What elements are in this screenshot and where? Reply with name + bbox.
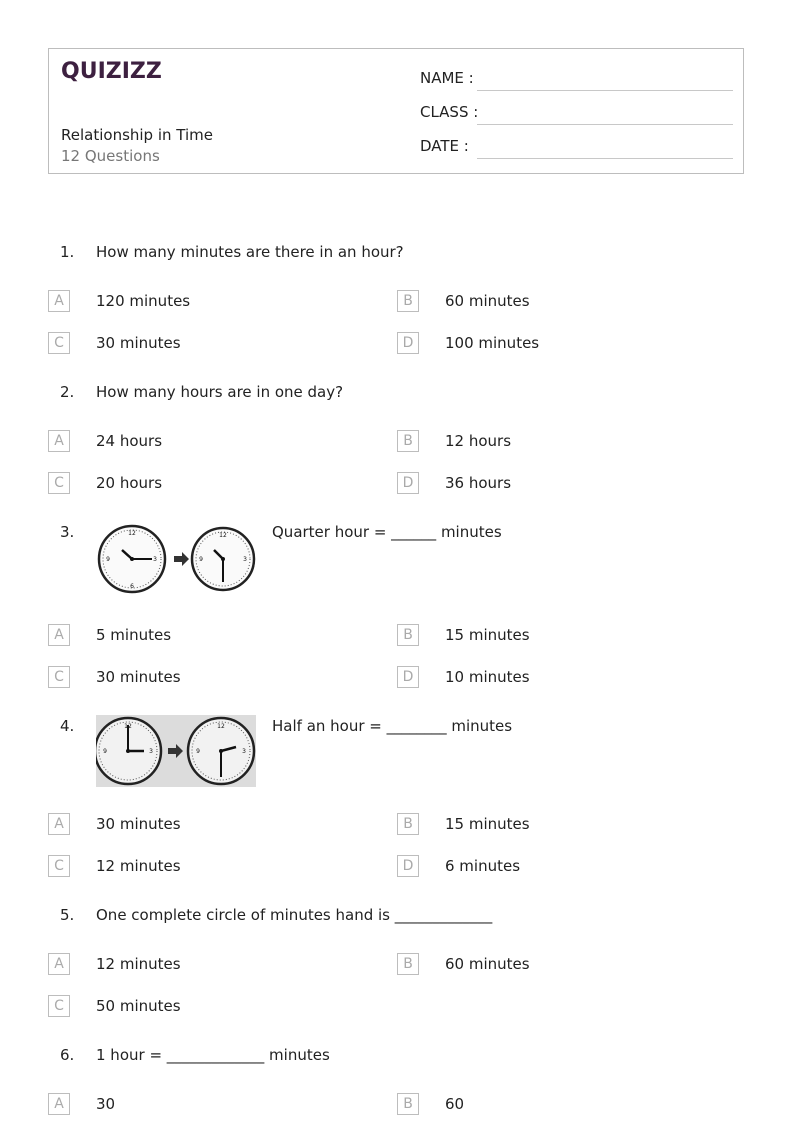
option-text: 36 hours (445, 474, 512, 492)
svg-text:3: 3 (242, 748, 246, 755)
option-box[interactable]: B (397, 813, 419, 835)
option-box[interactable]: C (48, 332, 70, 354)
worksheet-title: Relationship in Time (61, 126, 213, 144)
clock-image (96, 715, 256, 787)
question-text: Quarter hour = ______ minutes (272, 523, 502, 541)
svg-text:3: 3 (149, 748, 153, 755)
svg-text:9: 9 (196, 748, 200, 755)
option-box[interactable]: D (397, 472, 419, 494)
question-number: 2. (60, 383, 75, 401)
question-number: 6. (60, 1046, 75, 1064)
question-text: One complete circle of minutes hand is _____________ (96, 906, 493, 924)
option-box[interactable]: B (397, 430, 419, 452)
option-text: 12 minutes (96, 955, 181, 973)
svg-text:3: 3 (243, 556, 247, 563)
svg-text:12: 12 (219, 532, 227, 539)
svg-text:12: 12 (128, 530, 136, 537)
option-box[interactable]: D (397, 666, 419, 688)
option-box[interactable]: B (397, 290, 419, 312)
option-box[interactable]: A (48, 1093, 70, 1115)
question-number: 4. (60, 717, 75, 735)
option-box[interactable]: D (397, 332, 419, 354)
option-text: 30 minutes (96, 668, 181, 686)
option-text: 30 minutes (96, 815, 181, 833)
question-number: 5. (60, 906, 75, 924)
option-box[interactable]: B (397, 953, 419, 975)
option-box[interactable]: A (48, 813, 70, 835)
clock-icon (192, 528, 254, 590)
svg-text:6: 6 (130, 583, 134, 590)
question-text: Half an hour = ________ minutes (272, 717, 513, 735)
question-number: 1. (60, 243, 75, 261)
class-field-line[interactable] (477, 123, 733, 125)
clock-image (96, 522, 256, 594)
option-text: 10 minutes (445, 668, 530, 686)
option-text: 50 minutes (96, 997, 181, 1015)
option-box[interactable]: A (48, 953, 70, 975)
option-box[interactable]: C (48, 666, 70, 688)
worksheet-header (48, 48, 744, 174)
option-text: 60 (445, 1095, 465, 1113)
option-text: 15 minutes (445, 626, 530, 644)
option-box[interactable]: A (48, 624, 70, 646)
option-box[interactable]: A (48, 430, 70, 452)
option-text: 12 hours (445, 432, 512, 450)
option-text: 15 minutes (445, 815, 530, 833)
option-text: 60 minutes (445, 955, 530, 973)
option-box[interactable]: B (397, 624, 419, 646)
svg-text:9: 9 (103, 748, 107, 755)
clock-icon (99, 526, 165, 592)
option-text: 120 minutes (96, 292, 191, 310)
date-label: DATE : (420, 137, 469, 155)
svg-text:3: 3 (153, 556, 157, 563)
option-text: 100 minutes (445, 334, 540, 352)
option-text: 20 hours (96, 474, 163, 492)
question-text: How many minutes are there in an hour? (96, 243, 404, 261)
option-box[interactable]: B (397, 1093, 419, 1115)
question-text: 1 hour = _____________ minutes (96, 1046, 330, 1064)
class-label: CLASS : (420, 103, 479, 121)
option-box[interactable]: D (397, 855, 419, 877)
svg-text:9: 9 (199, 556, 203, 563)
option-box[interactable]: C (48, 995, 70, 1017)
option-text: 24 hours (96, 432, 163, 450)
quizizz-logo: QUIZIZZ (61, 59, 162, 84)
svg-text:12: 12 (124, 723, 132, 730)
option-text: 6 minutes (445, 857, 521, 875)
option-text: 30 minutes (96, 334, 181, 352)
option-box[interactable]: C (48, 855, 70, 877)
clock-icon (96, 718, 161, 784)
question-count: 12 Questions (61, 147, 160, 165)
option-box[interactable]: A (48, 290, 70, 312)
option-text: 5 minutes (96, 626, 172, 644)
question-text: How many hours are in one day? (96, 383, 344, 401)
name-label: NAME : (420, 69, 474, 87)
option-text: 60 minutes (445, 292, 530, 310)
option-text: 30 (96, 1095, 116, 1113)
clock-icon (188, 718, 254, 784)
option-box[interactable]: C (48, 472, 70, 494)
name-field-line[interactable] (477, 89, 733, 91)
option-text: 12 minutes (96, 857, 181, 875)
date-field-line[interactable] (477, 157, 733, 159)
svg-text:12: 12 (217, 723, 225, 730)
svg-text:9: 9 (106, 556, 110, 563)
question-number: 3. (60, 523, 75, 541)
